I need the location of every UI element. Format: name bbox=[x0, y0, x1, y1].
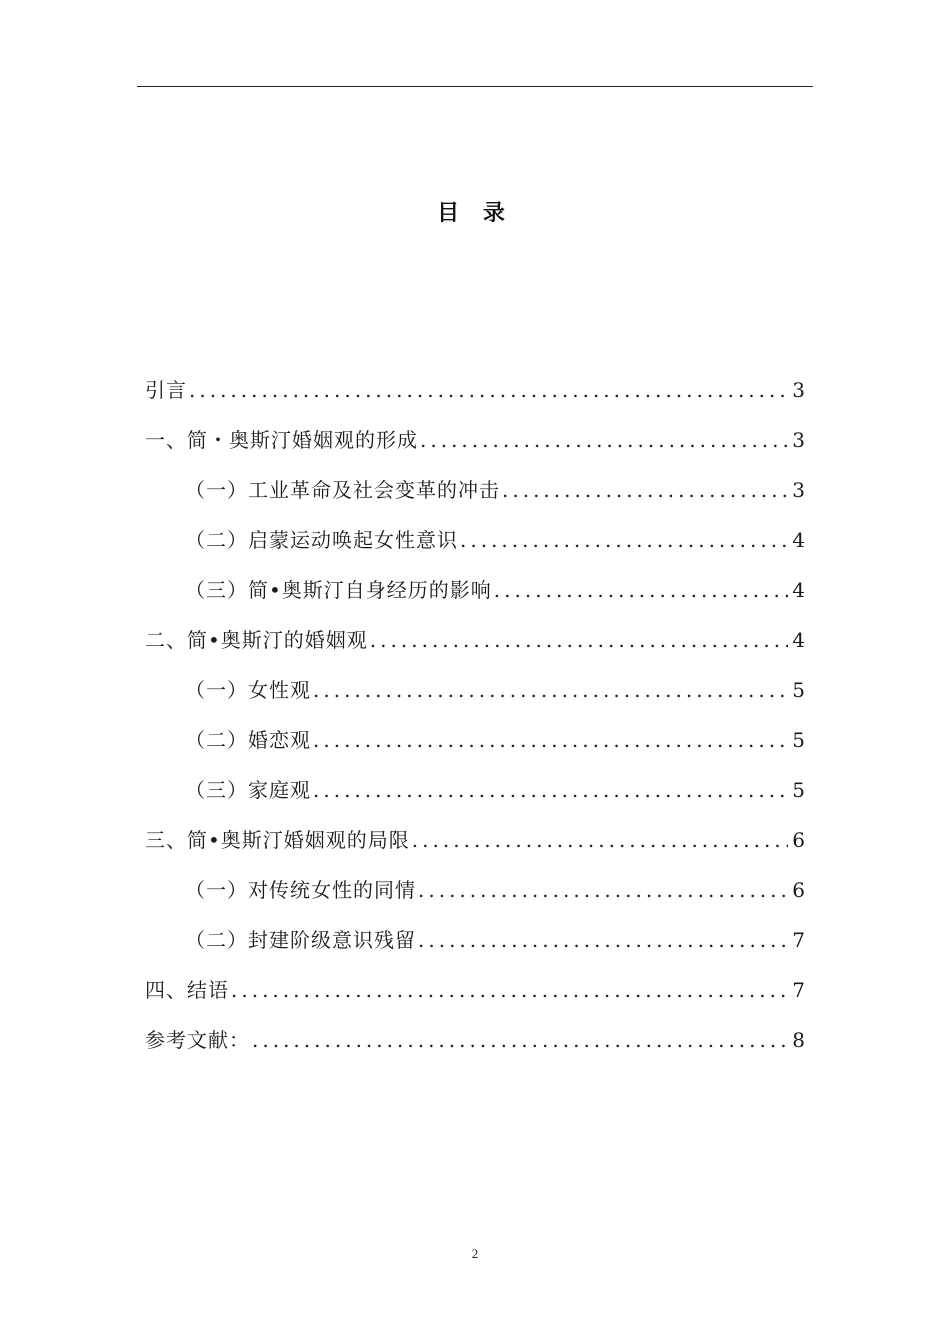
toc-entry[interactable] bbox=[145, 519, 805, 569]
toc-entry[interactable] bbox=[145, 469, 805, 519]
toc-entry-page: 7 bbox=[792, 978, 805, 1002]
toc-entry-label: （一）对传统女性的同情 bbox=[185, 878, 416, 902]
toc-entry-page: 7 bbox=[792, 928, 805, 952]
toc-entry-label: 四、结语 bbox=[145, 978, 229, 1002]
dot-leader bbox=[187, 369, 788, 411]
toc-entry-label: 三、简•奥斯汀婚姻观的局限 bbox=[145, 828, 410, 852]
toc-entry-label: （三）家庭观 bbox=[185, 778, 311, 802]
toc-entry-page: 4 bbox=[792, 578, 805, 602]
dot-leader bbox=[492, 569, 788, 611]
toc-entry[interactable] bbox=[145, 669, 805, 719]
toc-entry[interactable] bbox=[145, 1019, 805, 1069]
toc-entry-label: （二）启蒙运动唤起女性意识 bbox=[185, 528, 458, 552]
toc-entry-label: 参考文献： bbox=[145, 1028, 250, 1052]
table-of-contents bbox=[145, 369, 805, 1069]
toc-entry-label: （一）工业革命及社会变革的冲击 bbox=[185, 478, 500, 502]
dot-leader bbox=[416, 869, 788, 911]
toc-entry[interactable] bbox=[145, 419, 805, 469]
toc-entry-page: 8 bbox=[792, 1028, 805, 1052]
toc-entry-page: 5 bbox=[792, 678, 805, 702]
dot-leader bbox=[311, 719, 788, 761]
toc-entry-page: 4 bbox=[792, 628, 805, 652]
toc-entry-label: （三）简•奥斯汀自身经历的影响 bbox=[185, 578, 492, 602]
toc-entry-page: 4 bbox=[792, 528, 805, 552]
dot-leader bbox=[500, 469, 788, 511]
toc-entry-label: （二）封建阶级意识残留 bbox=[185, 928, 416, 952]
toc-entry-label: （二）婚恋观 bbox=[185, 728, 311, 752]
dot-leader bbox=[311, 769, 788, 811]
toc-title: 目 录 bbox=[437, 201, 513, 226]
dot-leader bbox=[418, 419, 788, 461]
dot-leader bbox=[416, 919, 788, 961]
dot-leader bbox=[229, 969, 788, 1011]
toc-entry[interactable] bbox=[145, 619, 805, 669]
toc-entry-page: 5 bbox=[792, 778, 805, 802]
toc-entry-page: 6 bbox=[792, 828, 805, 852]
toc-entry-label: 一、简・奥斯汀婚姻观的形成 bbox=[145, 428, 418, 452]
toc-entry[interactable] bbox=[145, 919, 805, 969]
toc-entry[interactable] bbox=[145, 569, 805, 619]
toc-entry[interactable] bbox=[145, 769, 805, 819]
toc-entry-page: 3 bbox=[792, 478, 805, 502]
page-number: 2 bbox=[471, 1246, 479, 1261]
toc-entry-label: 二、简•奥斯汀的婚姻观 bbox=[145, 628, 368, 652]
dot-leader bbox=[458, 519, 788, 561]
toc-entry-page: 6 bbox=[792, 878, 805, 902]
toc-entry[interactable] bbox=[145, 969, 805, 1019]
header-rule bbox=[137, 86, 813, 87]
dot-leader bbox=[250, 1019, 788, 1061]
dot-leader bbox=[410, 819, 788, 861]
toc-entry[interactable] bbox=[145, 869, 805, 919]
toc-entry[interactable] bbox=[145, 819, 805, 869]
toc-entry[interactable] bbox=[145, 719, 805, 769]
dot-leader bbox=[368, 619, 788, 661]
toc-entry[interactable] bbox=[145, 369, 805, 419]
toc-entry-page: 3 bbox=[792, 428, 805, 452]
toc-entry-page: 3 bbox=[792, 378, 805, 402]
toc-entry-label: 引言 bbox=[145, 378, 187, 402]
toc-entry-label: （一）女性观 bbox=[185, 678, 311, 702]
toc-entry-page: 5 bbox=[792, 728, 805, 752]
dot-leader bbox=[311, 669, 788, 711]
